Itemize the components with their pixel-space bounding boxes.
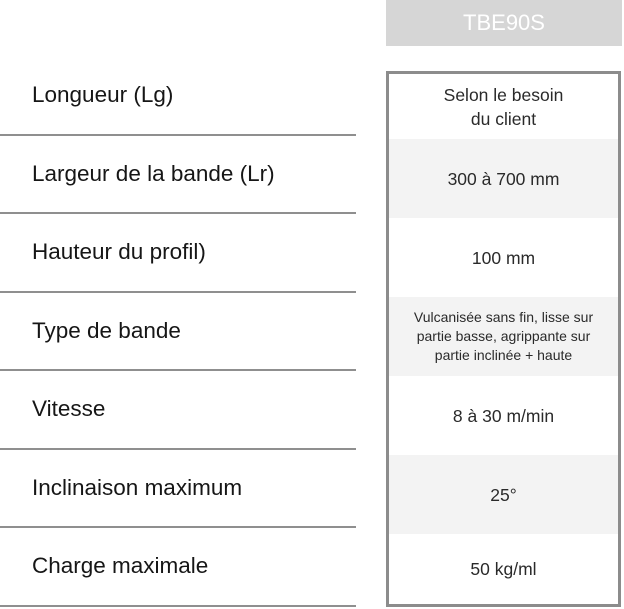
spec-value: 100 mm bbox=[471, 247, 536, 268]
spec-value-cell bbox=[389, 376, 618, 455]
model-header bbox=[386, 0, 622, 46]
spec-label: Vitesse bbox=[32, 396, 106, 422]
spec-label: Type de bande bbox=[32, 317, 181, 343]
spec-value-cell bbox=[389, 139, 618, 218]
spec-label: Hauteur du profil) bbox=[32, 239, 206, 265]
spec-value-line: partie basse, agrippante sur bbox=[416, 328, 591, 344]
spec-label-row bbox=[0, 214, 356, 293]
spec-label-row bbox=[0, 371, 356, 450]
spec-value-line: Vulcanisée sans fin, lisse sur bbox=[413, 309, 594, 325]
spec-value-line: Selon le besoin bbox=[443, 84, 564, 105]
spec-value-cell bbox=[389, 534, 618, 604]
spec-value-cell bbox=[389, 297, 618, 376]
spec-value: 300 à 700 mm bbox=[447, 168, 560, 189]
spec-value-cell bbox=[389, 218, 618, 297]
spec-label: Longueur (Lg) bbox=[32, 82, 174, 108]
spec-value-cell bbox=[389, 74, 618, 139]
spec-value-cell bbox=[389, 455, 618, 534]
spec-label: Inclinaison maximum bbox=[32, 474, 243, 500]
spec-label-row bbox=[0, 57, 356, 136]
spec-labels-column bbox=[0, 57, 356, 607]
spec-value-line: du client bbox=[470, 108, 537, 129]
spec-value: 25° bbox=[490, 484, 517, 505]
spec-label-row bbox=[0, 528, 356, 607]
spec-values-column bbox=[386, 71, 621, 607]
spec-value: 8 à 30 m/min bbox=[452, 405, 555, 426]
model-name: TBE90S bbox=[463, 10, 545, 35]
spec-label: Charge maximale bbox=[32, 553, 209, 579]
spec-label-row bbox=[0, 293, 356, 372]
spec-label: Largeur de la bande (Lr) bbox=[32, 160, 275, 186]
spec-label-row bbox=[0, 136, 356, 215]
spec-label-row bbox=[0, 450, 356, 529]
spec-value-line: partie inclinée + haute bbox=[434, 347, 573, 363]
spec-value: 50 kg/ml bbox=[470, 559, 537, 579]
